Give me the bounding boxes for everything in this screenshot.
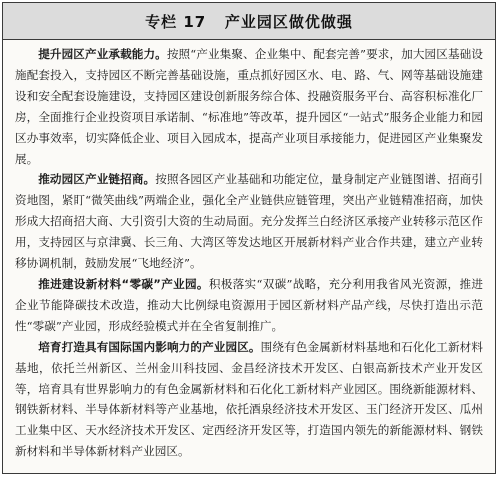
paragraph-influential-parks <box>15 337 483 462</box>
paragraph-lead: 提升园区产业承载能力。 <box>38 47 167 61</box>
feature-box <box>2 2 496 474</box>
feature-box-header <box>3 3 495 40</box>
feature-box-body <box>3 40 495 462</box>
paragraph-park-capacity <box>15 44 483 169</box>
paragraph-text: 围绕有色金属新材料基地和石化化工新材料基地，依托兰州新区、兰州金川科技园、金昌经济技术开发区、白银高新技术产业开发区等，培育具有世界影响力的有色金属新材料和石化化工新材料产业园区。围绕新能源材料、钢铁新材料、半导体新材料等产业基地，依托酒泉经济技术开发区、玉门经济开发区、瓜州工业集中区、天水经济技术开发区、定西经济开发区等，打造国内领先的新能源材料、钢铁新材料和半导体新材料产业园区。 <box>15 339 483 459</box>
paragraph-text: 积极落实“双碳”战略，充分利用我省风光资源，推进企业节能降碳技术改造，推动大比例绿电资源用于园区新材料产品产线，尽快打造出示范性“零碳”产业园，形成经验模式并在全省复制推广。 <box>15 276 483 333</box>
paragraph-lead: 培育打造具有国际国内影响力的产业园区。 <box>38 339 261 354</box>
paragraph-lead: 推动园区产业链招商。 <box>38 172 156 187</box>
paragraph-lead: 推进建设新材料“零碳”产业园。 <box>38 276 209 291</box>
paragraph-chain-investment <box>15 169 483 274</box>
paragraph-text: 按照“产业集聚、企业集中、配套完善”要求，加大园区基础设施配套投入，支持园区不断完善基础设施，重点抓好园区水、电、路、气、网等基础设施建设和安全配套设施建设，支持园区建设创新服务综合体、投融资服务平台、高容积标准化厂房，全面推行企业投资项目承诺制、“标准地”等改革，提升园区“一站式”服务企业能力和园区办事效率，切实降低企业、项目入园成本，提高产业项目承接能力，促进园区产业集聚发展。 <box>15 47 483 166</box>
paragraph-text: 按照各园区产业基础和功能定位，量身制定产业链图谱、招商引资地图，紧盯“微笑曲线”两端企业，强化全产业链供应链管理，突出产业链精准招商，加快形成大招商招大商、大引资引大资的生动局面。充分发挥兰白经济区承接产业转移示范区作用，支持园区与京津冀、长三角、大湾区等发达地区开展新材料产业合作共建，建立产业转移协调机制，鼓励发展“飞地经济”。 <box>15 172 483 271</box>
feature-box-title: 专栏 17 产业园区做优做强 <box>145 12 353 31</box>
paragraph-zero-carbon-park <box>15 274 483 337</box>
